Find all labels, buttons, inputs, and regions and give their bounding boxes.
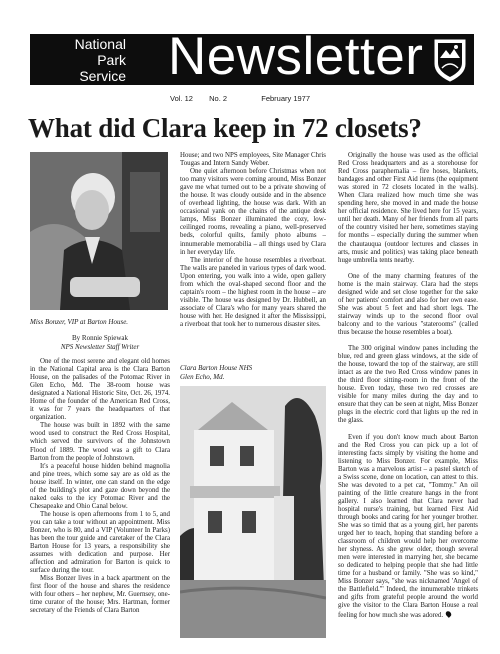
photo2-caption	[180, 364, 326, 382]
end-mark-icon	[445, 610, 453, 618]
photo-barton-house	[180, 386, 326, 638]
paragraph: The house is open afternoons from 1 to 5, and you can take a tour without an appointment. Miss Bonzer, who is 80, and a VIP (Volunteer In Parks) has been the tour guide and caretaker of the Clara Barton House for 13 years, a responsibility she assumes with dedication and purpose. Her affection and admiration for Barton is quick to surface during the tour.	[30, 510, 170, 575]
paragraph: Originally the house was used as the official Red Cross headquarters and as a storehouse for Red Cross paraphernalia – fire hoses, blankets, bandages and other First Aid items (the equipment was stored in 72 closets located in the walls). When Clara realized how much time she was spending here, she moved in and made the house her official residence. She lived here for 15 years, until her death. Many of her friends from all parts of the country visited her here, sometimes staying for months – especially during the summer when the chautauqua (outdoor lectures and classes in arts, music and politics) was taking place beneath huge umbrella tents nearby.	[338, 152, 478, 264]
paragraph: One of the many charming features of the home is the main stairway. Clara had the steps designed wide and set close together for the sake of her patients' comfort and also for her own ease. She was about 5 feet and had short legs. The stairway winds up to the second floor oval balcony and to the various "staterooms" (called thus because the house resembles a boat).	[338, 272, 478, 336]
column-3	[338, 152, 478, 620]
paragraph: One quiet afternoon before Christmas when not too many visitors were coming around, Miss Bonzer gave me what turned out to be a private showing of the house. It was cloudy outside and in the absence of overhead lighting, the house was dark. With an occasional yank on the chains of the antique desk lamps, Miss Bonzer illuminated the cozy, low-ceilinged rooms, revealing a piano, well-preserved beds, colorful quilts, family photo albums – innumerable memorabilia – all things used by Clara in her everyday life.	[180, 168, 326, 256]
issue-info	[170, 94, 470, 103]
agency-line: Park	[97, 52, 126, 68]
photo-miss-bonzer	[30, 152, 168, 310]
byline-name: By Ronnie Spiewak	[72, 334, 128, 342]
photo1-caption: Miss Bonzer, VIP at Barton House.	[30, 318, 129, 326]
photo2-caption-line: Glen Echo, Md.	[180, 373, 225, 381]
column-1	[30, 358, 170, 616]
headline: What did Clara keep in 72 closets?	[28, 113, 422, 143]
column-2	[180, 152, 326, 329]
paragraph: House; and two NPS employees, Site Manager Chris Tougas and Intern Sandy Weber.	[180, 152, 326, 168]
arrowhead-emblem-icon	[432, 38, 468, 82]
issue-date: February 1977	[261, 94, 311, 103]
byline	[30, 334, 170, 352]
paragraph: It's a peaceful house hidden behind magnolia and pine trees, which some say are as old as the house itself. In winter, one can stand on the edge of the building's plot and gaze down beyond the naked oaks to the icy Potomac River and the Chesapeake and Ohio Canal below.	[30, 462, 170, 510]
newsletter-title: Newsletter	[168, 27, 424, 86]
paragraph: The interior of the house resembles a riverboat. The walls are paneled in various types of dark wood. Upon entering, you walk into a wide, open gallery from which the oval-shaped second floor and the captain's room – the highest room in the house – are visible. The house was designed by Dr. Hubbell, an associate of Clara's who for many years shared the house with her. He designed it after the Mississippi, a riverboat that took her to numerous disaster sites.	[180, 256, 326, 328]
paragraph: Miss Bonzer lives in a back apartment on the first floor of the house and shares the residence with four others – her nephew, Mr. Guernsey, one-time curator of the house; Mrs. Hartman, former secretary of the Friends of Clara Barton	[30, 575, 170, 615]
paragraph: The 300 original window panes including the blue, red and green glass windows, at the side of the house, toward the top of the stairway, are still intact as are the two Red Cross window panes in the third floor sitting-room in the front of the house. Even today, these two red crosses are visible for many miles during the day and to ensure that they can be seen at night, Miss Bonzer plugs in the electric cord that lights up the red in the glass.	[338, 345, 478, 425]
agency-line: Service	[79, 68, 126, 84]
paragraph	[338, 434, 478, 620]
issue-number: No. 2	[209, 94, 228, 103]
agency-name	[30, 36, 126, 84]
volume: Vol. 12	[170, 94, 193, 103]
agency-line: National	[74, 36, 126, 52]
photo2-caption-line: Clara Barton House NHS	[180, 364, 253, 372]
byline-title: NPS Newsletter Staff Writer	[60, 343, 140, 351]
paragraph: One of the most serene and elegant old homes in the National Capital area is the Clara Barton House, on the palisades of the Potomac River in Glen Echo, Md. The 38-room house was designated a National Historic Site, Oct. 26, 1974. Home of the founder of the American Red Cross, it was for 7 years the headquarters of that organization.	[30, 358, 170, 422]
paragraph-text: Even if you don't know much about Barton and the Red Cross you can pick up a lot of interesting facts simply by visiting the home and listening to Miss Bonzer. For example, Miss Barton was a marvelous artist – a pastel sketch of a Swiss scene, done on location, can attest to this. She was devoted to a pet cat, "Tommy." An oil painting of the little creature hangs in the front gallery. I also learned that Clara never had hospital nurse's training, but learned First Aid through books and caring for her younger brother. She was so timid that as a young girl, her parents urged her to teach, hoping that standing before a classroom of children would help her overcome her shyness. As she grew older, though several men were interested in marrying her, she became so dedicated to helping people that she had little time for a husband or family. "She was so kind," Miss Bonzer says, "she was nicknamed 'Angel of the Battlefield.'" Indeed, the innumerable trinkets and gifts from grateful people around the world give the visitor to the Clara Barton House a real feeling for how much she was adored.	[338, 433, 478, 619]
paragraph: The house was built in 1892 with the same wood used to construct the Red Cross Hospital, which served the survivors of the Johnstown Flood of 1889. The wood was a gift to Clara Barton from the people of Johnstown.	[30, 422, 170, 462]
